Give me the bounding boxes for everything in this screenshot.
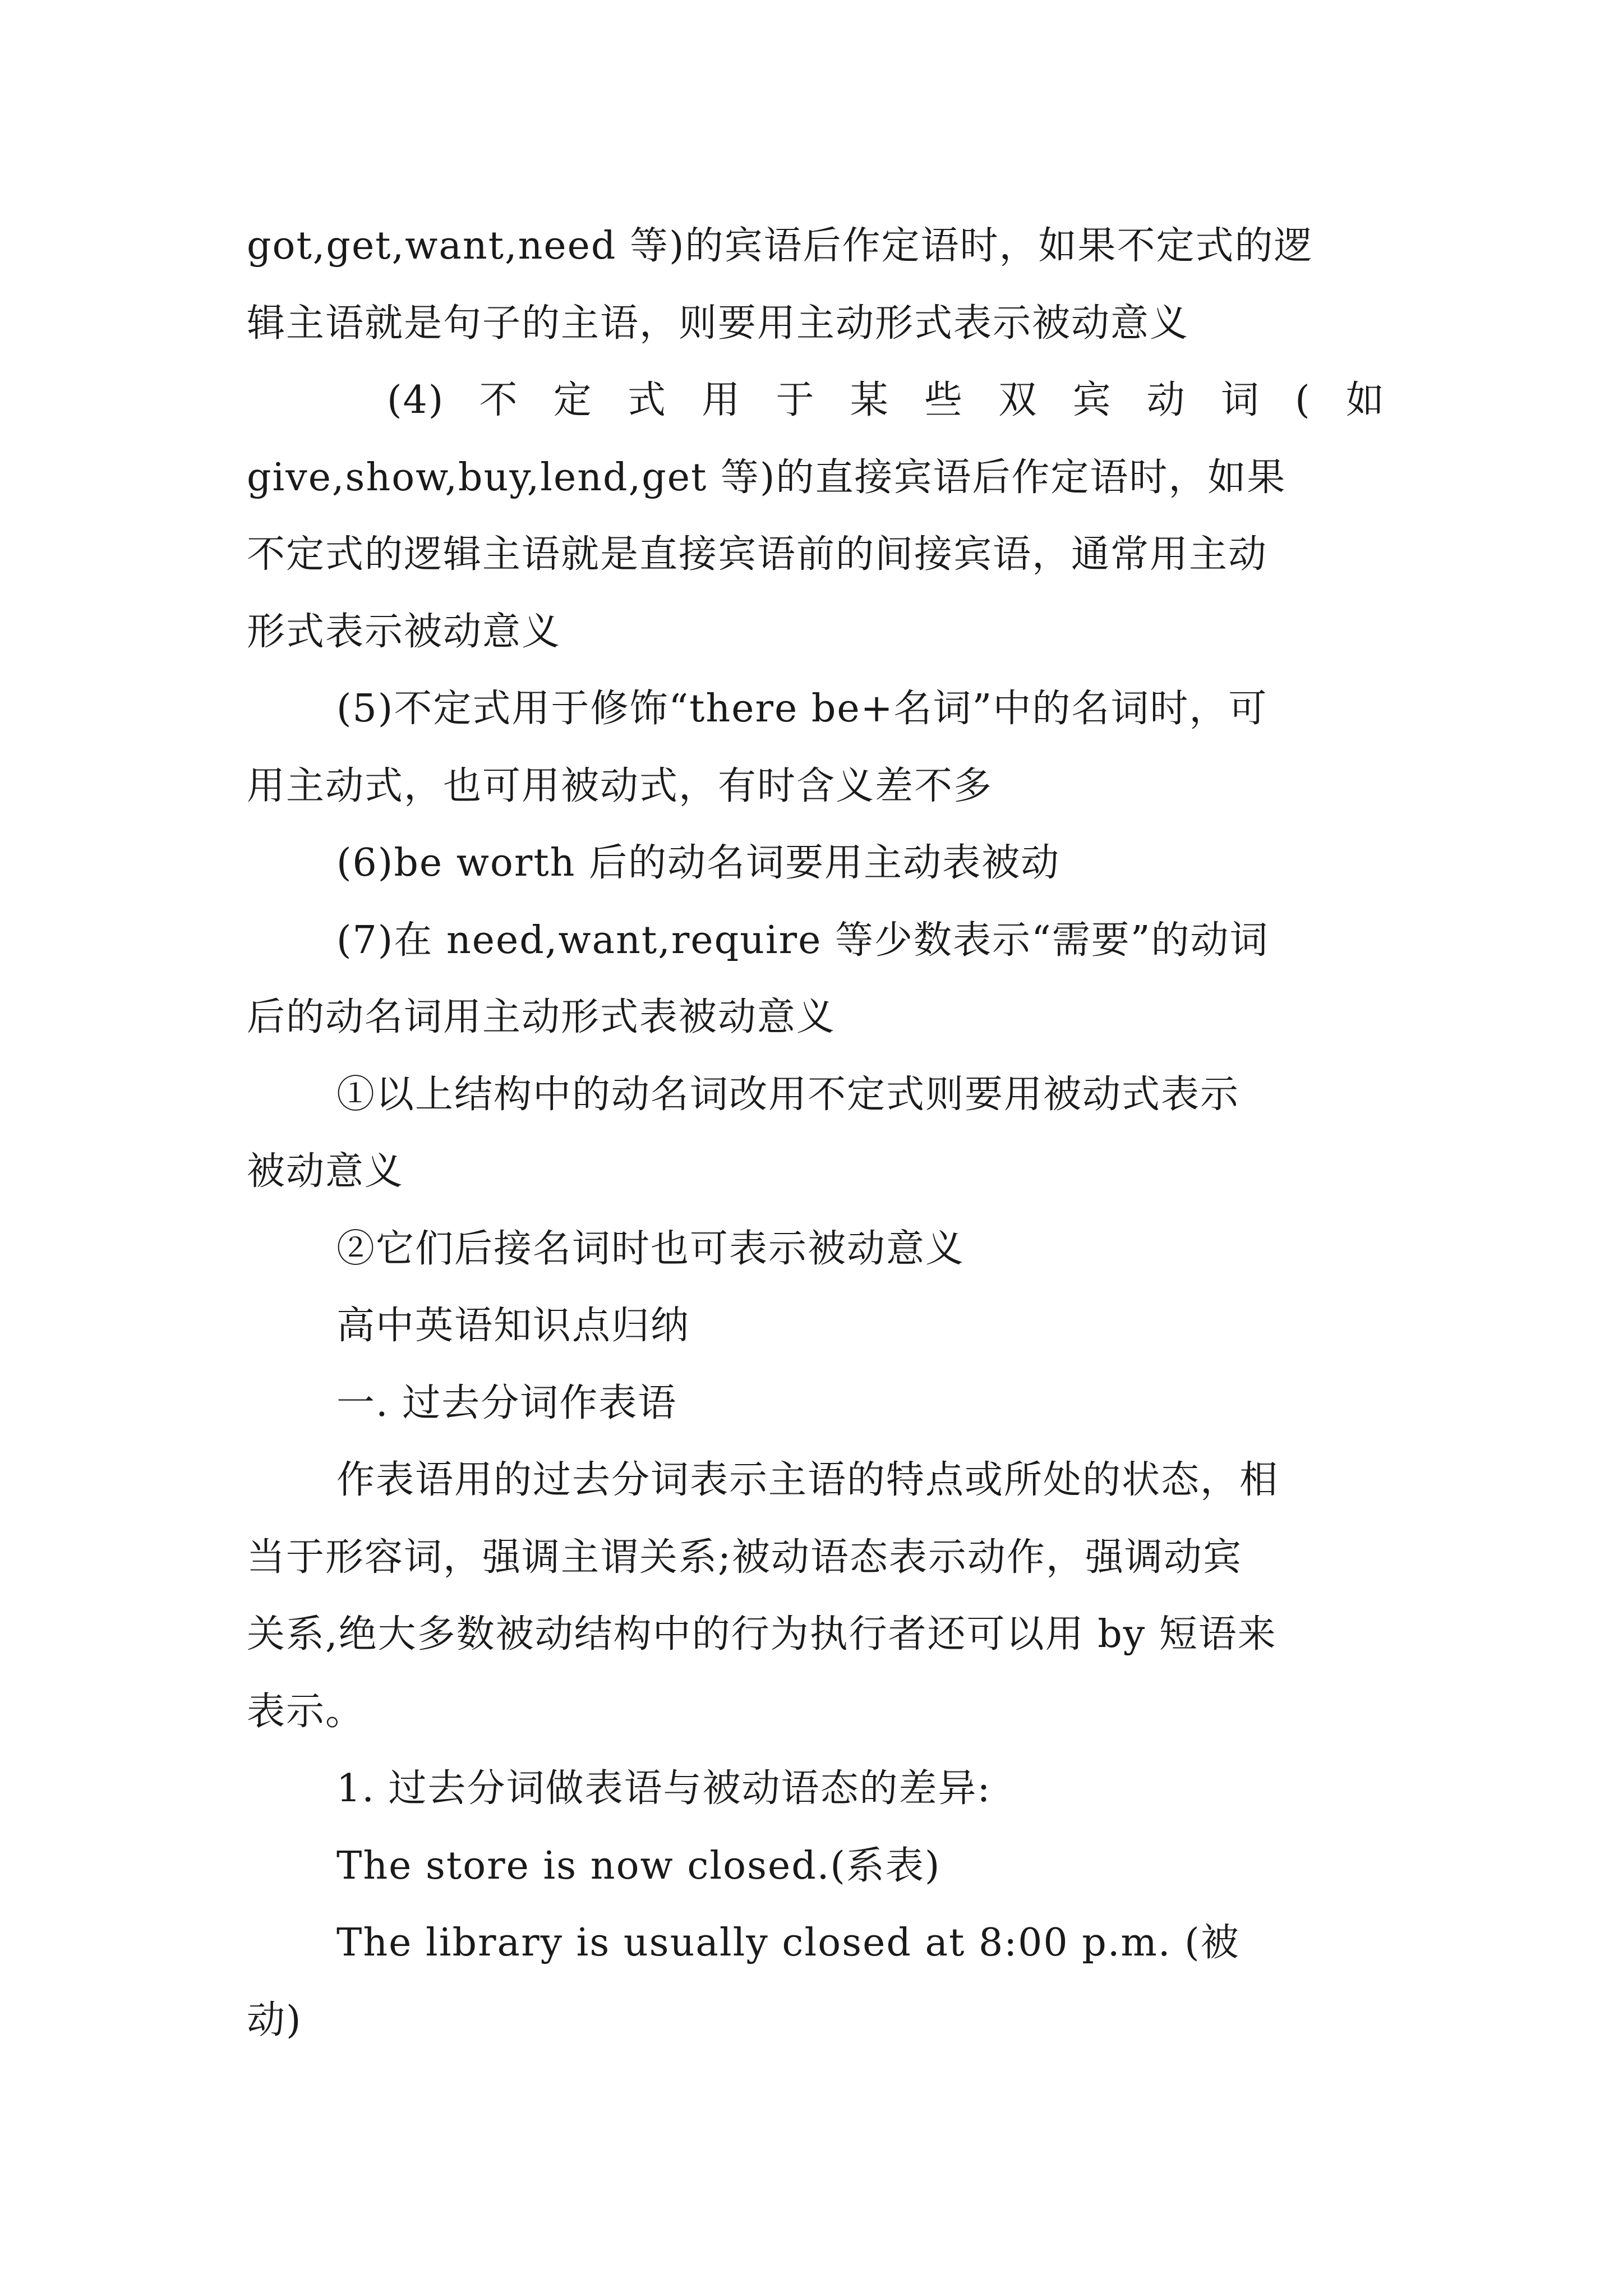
- text-line: 关系,绝大多数被动结构中的行为执行者还可以用 by 短语来: [247, 1612, 1277, 1657]
- text-line: got,get,want,need 等)的宾语后作定语时，如果不定式的逻: [247, 224, 1313, 268]
- text-line: 不定式的逻辑主语就是直接宾语前的间接宾语，通常用主动: [247, 532, 1268, 577]
- text-token: 式: [628, 378, 667, 422]
- text-line: 当于形容词，强调主谓关系;被动语态表示动作，强调动宾: [247, 1535, 1242, 1580]
- text-token: 不: [479, 378, 519, 422]
- text-line: (6)be worth 后的动名词要用主动表被动: [336, 841, 1061, 885]
- text-line: (5)不定式用于修饰“there be+名词”中的名词时，可: [336, 687, 1268, 731]
- text-token: 动: [1146, 378, 1186, 422]
- list-item: 1. 过去分词做表语与被动语态的差异:: [336, 1766, 992, 1811]
- document-page: [247, 208, 1385, 2059]
- text-token: 如: [1345, 378, 1385, 422]
- text-line: 后的动名词用主动形式表被动意义: [247, 995, 836, 1039]
- text-line: 用主动式，也可用被动式，有时含义差不多: [247, 763, 993, 808]
- text-line: 动): [247, 1998, 302, 2042]
- text-line: 形式表示被动意义: [247, 609, 561, 654]
- text-line: ②它们后接名词时也可表示被动意义: [336, 1226, 965, 1271]
- subsection-heading: 一. 过去分词作表语: [336, 1381, 677, 1425]
- text-token: 些: [924, 378, 963, 422]
- text-token: 某: [850, 378, 889, 422]
- text-line: 被动意义: [247, 1149, 404, 1194]
- text-token: (4): [387, 378, 445, 422]
- example-sentence: The library is usually closed at 8:00 p.m. (被: [336, 1921, 1240, 1965]
- text-token: 宾: [1072, 378, 1112, 422]
- section-heading: 高中英语知识点归纳: [336, 1304, 690, 1348]
- justified-line: [247, 362, 1385, 439]
- text-token: (: [1295, 378, 1311, 422]
- text-line: ①以上结构中的动名词改用不定式则要用被动式表示: [336, 1072, 1240, 1117]
- text-line: 辑主语就是句子的主语，则要用主动形式表示被动意义: [247, 301, 1189, 346]
- text-line: 作表语用的过去分词表示主语的特点或所处的状态，相: [336, 1458, 1279, 1502]
- text-line: 表示。: [247, 1689, 365, 1734]
- text-line: (7)在 need,want,require 等少数表示“需要”的动词: [336, 918, 1269, 963]
- text-token: 于: [776, 378, 815, 422]
- text-token: 用: [702, 378, 741, 422]
- text-token: 双: [998, 378, 1038, 422]
- text-token: 定: [553, 378, 593, 422]
- text-line: give,show,buy,lend,get 等)的直接宾语后作定语时，如果: [247, 455, 1287, 500]
- text-token: 词: [1220, 378, 1260, 422]
- example-sentence: The store is now closed.(系表): [336, 1843, 941, 1888]
